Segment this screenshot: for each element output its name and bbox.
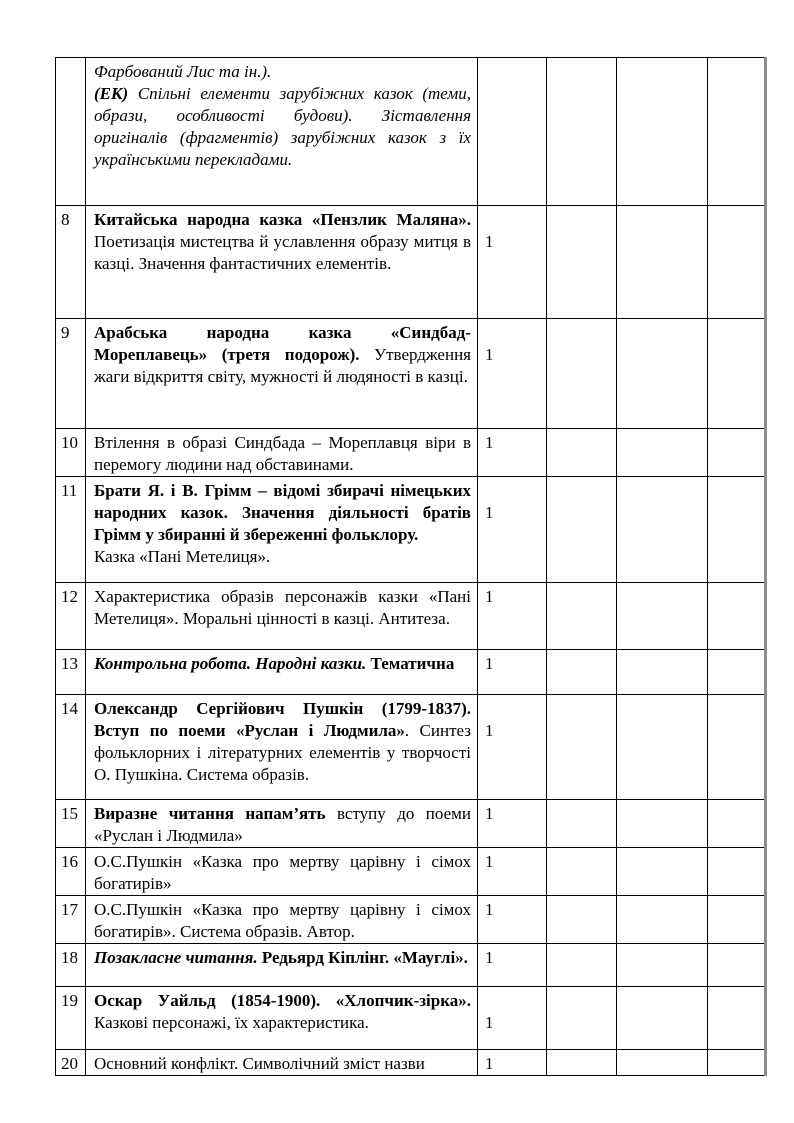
empty-cell-1: [547, 650, 617, 695]
empty-cell-3: [708, 848, 766, 896]
table-body: [56, 58, 766, 1076]
empty-cell-3: [708, 1050, 766, 1076]
hours-cell: [478, 987, 547, 1050]
empty-cell-2: [617, 206, 708, 319]
empty-cell-2: [617, 58, 708, 206]
empty-cell-3: [708, 319, 766, 429]
empty-cell-1: [547, 583, 617, 650]
hours-cell: [478, 429, 547, 477]
table-row: [56, 987, 766, 1050]
empty-cell-2: [617, 944, 708, 987]
topic-cell: [86, 58, 478, 206]
empty-cell-2: [617, 650, 708, 695]
empty-cell-3: [708, 695, 766, 800]
row-number-cell: 16: [56, 848, 86, 896]
hours-cell: [478, 58, 547, 206]
topic-cell: [86, 319, 478, 429]
table-row: [56, 896, 766, 944]
topic-cell: [86, 944, 478, 987]
topic-cell: [86, 695, 478, 800]
hours-cell: [478, 1050, 547, 1076]
row-number-cell: 12: [56, 583, 86, 650]
hours-value: 1: [485, 948, 494, 967]
lesson-plan-table: [55, 57, 767, 1076]
hours-value: 1: [485, 1013, 494, 1032]
empty-cell-3: [708, 944, 766, 987]
topic-text-segment: (ЕК): [94, 84, 129, 103]
hours-cell: [478, 650, 547, 695]
hours-cell: [478, 695, 547, 800]
hours-cell: [478, 944, 547, 987]
topic-text-segment: . Синтез фольклорних і літературних елементів у творчості О. Пушкіна. Система образів.: [94, 721, 471, 784]
empty-cell-1: [547, 896, 617, 944]
hours-cell: [478, 206, 547, 319]
topic-cell: [86, 206, 478, 319]
empty-cell-2: [617, 583, 708, 650]
topic-cell: [86, 429, 478, 477]
empty-cell-1: [547, 944, 617, 987]
row-number-cell: [56, 58, 86, 206]
topic-cell: [86, 848, 478, 896]
empty-cell-3: [708, 206, 766, 319]
hours-value: 1: [485, 852, 494, 871]
empty-cell-1: [547, 477, 617, 583]
topic-text-segment: Арабська народна казка «Синдбад-Мореплавець» (третя подорож).: [94, 323, 471, 364]
table-row: [56, 650, 766, 695]
empty-cell-3: [708, 987, 766, 1050]
table-row: [56, 477, 766, 583]
topic-text-segment: Тематична: [366, 654, 455, 673]
hours-value: 1: [485, 1054, 494, 1073]
table-row: [56, 429, 766, 477]
empty-cell-1: [547, 319, 617, 429]
hours-value: 1: [485, 804, 494, 823]
topic-text-segment: Фарбований Лис та ін.).: [94, 62, 272, 81]
empty-cell-2: [617, 695, 708, 800]
empty-cell-1: [547, 58, 617, 206]
topic-cell: [86, 650, 478, 695]
empty-cell-2: [617, 319, 708, 429]
row-number-cell: 17: [56, 896, 86, 944]
empty-cell-1: [547, 848, 617, 896]
topic-text-segment: Казкові персонажі, їх характеристика.: [94, 1013, 369, 1032]
row-number-cell: 9: [56, 319, 86, 429]
hours-cell: [478, 319, 547, 429]
hours-value: 1: [485, 433, 494, 452]
empty-cell-3: [708, 896, 766, 944]
table-row: [56, 206, 766, 319]
empty-cell-3: [708, 583, 766, 650]
empty-cell-2: [617, 848, 708, 896]
topic-cell: [86, 896, 478, 944]
topic-text-segment: Основний конфлікт. Символічний зміст назви: [94, 1054, 425, 1073]
empty-cell-2: [617, 477, 708, 583]
empty-cell-1: [547, 987, 617, 1050]
row-number-cell: 10: [56, 429, 86, 477]
table-row: [56, 583, 766, 650]
hours-value: 1: [485, 654, 494, 673]
topic-text-segment: Спільні елементи зарубіжних казок (теми, образи, особливості будови). Зіставлення оригіналів (фрагментів) зарубіжних казок з їх українськими перекладами.: [94, 84, 471, 169]
hours-value: 1: [485, 900, 494, 919]
hours-cell: [478, 800, 547, 848]
table-row: [56, 695, 766, 800]
topic-text-segment: Утвердження жаги відкриття світу, мужності й людяності в казці.: [94, 345, 471, 386]
row-number-cell: 19: [56, 987, 86, 1050]
row-number-cell: 13: [56, 650, 86, 695]
hours-value: 1: [485, 345, 494, 364]
topic-text-segment: Втілення в образі Синдбада – Мореплавця віри в перемогу людини над обставинами.: [94, 433, 471, 474]
empty-cell-3: [708, 650, 766, 695]
topic-text-segment: Китайська народна казка «Пензлик Маляна».: [94, 210, 471, 229]
empty-cell-1: [547, 695, 617, 800]
hours-value: 1: [485, 587, 494, 606]
topic-text-segment: Казка «Пані Метелиця».: [94, 547, 271, 566]
topic-cell: [86, 1050, 478, 1076]
empty-cell-2: [617, 1050, 708, 1076]
empty-cell-3: [708, 477, 766, 583]
row-number-cell: 20: [56, 1050, 86, 1076]
topic-text-segment: О.С.Пушкін «Казка про мертву царівну і сімох богатирів». Система образів. Автор.: [94, 900, 471, 941]
empty-cell-3: [708, 429, 766, 477]
empty-cell-1: [547, 1050, 617, 1076]
empty-cell-1: [547, 800, 617, 848]
hours-cell: [478, 848, 547, 896]
topic-cell: [86, 800, 478, 848]
empty-cell-3: [708, 58, 766, 206]
empty-cell-2: [617, 987, 708, 1050]
empty-cell-1: [547, 429, 617, 477]
row-number-cell: 18: [56, 944, 86, 987]
table-row: [56, 1050, 766, 1076]
row-number-cell: 11: [56, 477, 86, 583]
table-row: [56, 848, 766, 896]
empty-cell-2: [617, 800, 708, 848]
topic-cell: [86, 987, 478, 1050]
empty-cell-1: [547, 206, 617, 319]
hours-cell: [478, 583, 547, 650]
row-number-cell: 8: [56, 206, 86, 319]
topic-text-segment: Оскар Уайльд (1854-1900). «Хлопчик-зірка».: [94, 991, 471, 1010]
topic-text-segment: Олександр Сергійович Пушкін (1799-1837). Вступ по поеми «Руслан і Людмила»: [94, 699, 471, 740]
topic-text-segment: Редьярд Кіплінг. «Мауглі».: [257, 948, 468, 967]
row-number-cell: 14: [56, 695, 86, 800]
topic-text-segment: Виразне читання напам’ять: [94, 804, 326, 823]
empty-cell-2: [617, 429, 708, 477]
topic-text-segment: О.С.Пушкін «Казка про мертву царівну і сімох богатирів»: [94, 852, 471, 893]
hours-value: 1: [485, 232, 494, 251]
table-row: [56, 58, 766, 206]
topic-text-segment: вступу до поеми «Руслан і Людмила»: [94, 804, 471, 845]
topic-cell: [86, 583, 478, 650]
topic-cell: [86, 477, 478, 583]
hours-cell: [478, 896, 547, 944]
topic-text-segment: Позакласне читання.: [94, 948, 258, 967]
hours-value: 1: [485, 721, 494, 740]
topic-text-segment: Контрольна робота. Народні казки.: [94, 654, 367, 673]
empty-cell-2: [617, 896, 708, 944]
table-row: [56, 944, 766, 987]
hours-cell: [478, 477, 547, 583]
topic-text-segment: Поетизація мистецтва й уславлення образу митця в казці. Значення фантастичних елементів.: [94, 232, 471, 273]
hours-value: 1: [485, 503, 494, 522]
empty-cell-3: [708, 800, 766, 848]
topic-text-segment: Характеристика образів персонажів казки «Пані Метелиця». Моральні цінності в казці. Антитеза.: [94, 587, 471, 628]
row-number-cell: 15: [56, 800, 86, 848]
table-row: [56, 800, 766, 848]
topic-text-segment: Брати Я. і В. Грімм – відомі збирачі німецьких народних казок. Значення діяльності братів Грімм у збиранні й збереженні фольклору.: [94, 481, 471, 544]
table-row: [56, 319, 766, 429]
